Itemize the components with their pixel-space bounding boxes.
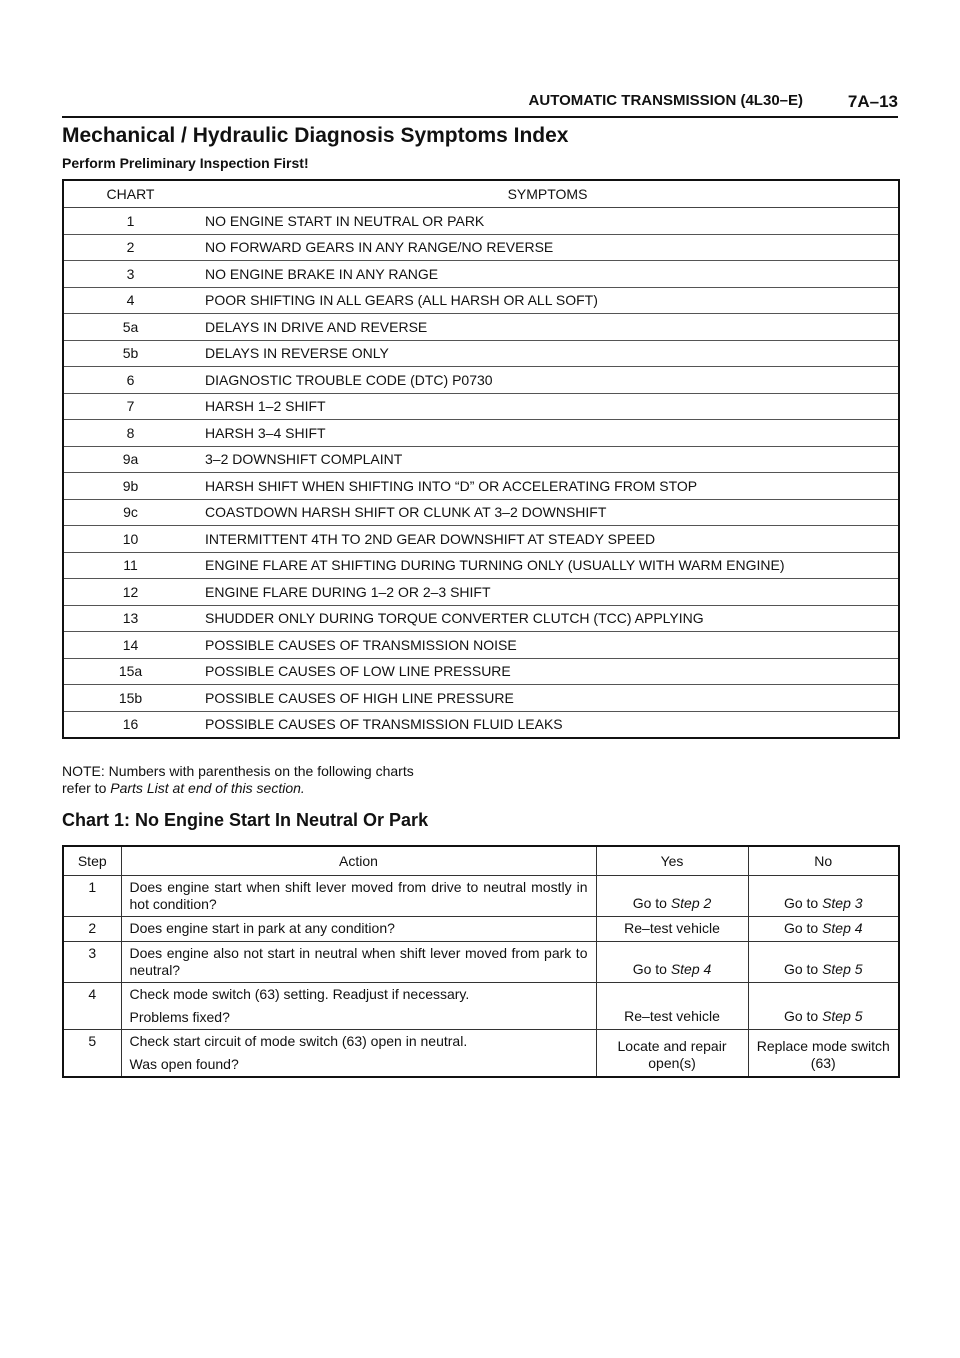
symptoms-table (62, 179, 900, 739)
symptom-row (63, 499, 899, 526)
step-number: 5 (63, 1030, 121, 1078)
chart-number: 16 (63, 711, 197, 738)
chart-number: 12 (63, 579, 197, 606)
no-result (748, 942, 899, 983)
symptom-text: HARSH 3–4 SHIFT (197, 420, 899, 447)
symptom-row (63, 340, 899, 367)
no-result (748, 983, 899, 1030)
chart-number: 9b (63, 473, 197, 500)
symptom-text: POSSIBLE CAUSES OF LOW LINE PRESSURE (197, 658, 899, 685)
yes-step-reference: Step 2 (670, 895, 712, 911)
yes-result (596, 942, 748, 983)
action-column-header: Action (121, 846, 596, 876)
symptom-row (63, 473, 899, 500)
note-line-2-prefix: refer to (62, 780, 111, 796)
yes-result-text: Go to (632, 961, 671, 977)
page-header (62, 88, 898, 118)
section-title: AUTOMATIC TRANSMISSION (4L30–E) (528, 92, 803, 109)
no-result-text: Go to (783, 895, 823, 911)
chart-number: 7 (63, 393, 197, 420)
action-text: Does engine start in park at any condition? (129, 920, 395, 936)
symptom-text: DIAGNOSTIC TROUBLE CODE (DTC) P0730 (197, 367, 899, 394)
step-row (63, 876, 899, 917)
symptom-row (63, 261, 899, 288)
action-question: Problems fixed? (129, 1009, 230, 1025)
step-action (121, 983, 596, 1030)
chart-number: 2 (63, 234, 197, 261)
symptom-row (63, 420, 899, 447)
no-result (748, 1030, 899, 1078)
yes-result (596, 917, 748, 942)
chart-1-header-row (63, 846, 899, 876)
symptom-text: ENGINE FLARE DURING 1–2 OR 2–3 SHIFT (197, 579, 899, 606)
chart-number: 4 (63, 287, 197, 314)
symptom-row (63, 526, 899, 553)
symptom-text: POSSIBLE CAUSES OF HIGH LINE PRESSURE (197, 685, 899, 712)
parts-list-reference: Parts List at end of this section. (110, 780, 305, 796)
action-text: Check start circuit of mode switch (63) open in neutral. (129, 1033, 468, 1049)
symptom-row (63, 658, 899, 685)
action-question: Was open found? (129, 1056, 239, 1072)
page-subtitle: Perform Preliminary Inspection First! (62, 155, 309, 171)
symptom-text: NO ENGINE START IN NEUTRAL OR PARK (197, 208, 899, 235)
symptom-text: POSSIBLE CAUSES OF TRANSMISSION FLUID LEAKS (197, 711, 899, 738)
action-text: Does engine start when shift lever moved from drive to neutral mostly in hot condition? (129, 879, 588, 912)
note-line-1: NOTE: Numbers with parenthesis on the following charts (62, 763, 414, 779)
step-column-header: Step (63, 846, 121, 876)
chart-1-title: Chart 1: No Engine Start In Neutral Or Park (62, 810, 429, 830)
yes-column-header: Yes (596, 846, 748, 876)
symptom-text: DELAYS IN DRIVE AND REVERSE (197, 314, 899, 341)
no-result (748, 917, 899, 942)
chart-number: 9c (63, 499, 197, 526)
symptom-text: 3–2 DOWNSHIFT COMPLAINT (197, 446, 899, 473)
no-step-reference: Step 4 (822, 920, 863, 936)
no-step-reference: Step 5 (822, 1008, 863, 1024)
chart-number: 3 (63, 261, 197, 288)
symptom-row (63, 287, 899, 314)
symptom-text: COASTDOWN HARSH SHIFT OR CLUNK AT 3–2 DOWNSHIFT (197, 499, 899, 526)
symptom-row (63, 314, 899, 341)
chart-number: 13 (63, 605, 197, 632)
chart-number: 15b (63, 685, 197, 712)
yes-result-text: Re–test vehicle (624, 1008, 720, 1024)
no-result-text: Go to (783, 961, 823, 977)
page-number: 7A–13 (847, 92, 898, 111)
chart-number: 9a (63, 446, 197, 473)
no-step-reference: Step 3 (822, 895, 863, 911)
no-step-reference: Step 5 (822, 961, 863, 977)
symptom-text: POSSIBLE CAUSES OF TRANSMISSION NOISE (197, 632, 899, 659)
symptom-text: NO FORWARD GEARS IN ANY RANGE/NO REVERSE (197, 234, 899, 261)
chart-number: 5b (63, 340, 197, 367)
step-action (121, 917, 596, 942)
symptom-row (63, 685, 899, 712)
symptom-text: HARSH 1–2 SHIFT (197, 393, 899, 420)
symptom-text: SHUDDER ONLY DURING TORQUE CONVERTER CLUTCH (TCC) APPLYING (197, 605, 899, 632)
step-action (121, 942, 596, 983)
symptom-row (63, 367, 899, 394)
symptom-row (63, 208, 899, 235)
yes-result (596, 876, 748, 917)
yes-result (596, 1030, 748, 1078)
no-column-header: No (748, 846, 899, 876)
chart-column-header: CHART (63, 180, 197, 208)
page-title: Mechanical / Hydraulic Diagnosis Symptoms Index (62, 124, 569, 147)
yes-result-text: Go to (632, 895, 671, 911)
chart-number: 1 (63, 208, 197, 235)
chart-number: 15a (63, 658, 197, 685)
chart-number: 6 (63, 367, 197, 394)
step-row (63, 983, 899, 1030)
chart-1-table (62, 845, 900, 1078)
step-action (121, 1030, 596, 1078)
action-text: Check mode switch (63) setting. Readjust if necessary. (129, 986, 470, 1002)
symptom-text: DELAYS IN REVERSE ONLY (197, 340, 899, 367)
yes-result-text: Re–test vehicle (624, 920, 720, 936)
symptom-text: HARSH SHIFT WHEN SHIFTING INTO “D” OR ACCELERATING FROM STOP (197, 473, 899, 500)
symptom-row (63, 234, 899, 261)
chart-number: 5a (63, 314, 197, 341)
yes-result (596, 983, 748, 1030)
step-row (63, 942, 899, 983)
symptom-text: POOR SHIFTING IN ALL GEARS (ALL HARSH OR ALL SOFT) (197, 287, 899, 314)
yes-step-reference: Step 4 (670, 961, 712, 977)
step-number: 4 (63, 983, 121, 1030)
symptom-row (63, 632, 899, 659)
symptoms-column-header: SYMPTOMS (197, 180, 899, 208)
action-text: Does engine also not start in neutral when shift lever moved from park to neutral? (129, 945, 588, 978)
symptom-row (63, 446, 899, 473)
no-result-text: Replace mode switch (63) (756, 1038, 890, 1071)
chart-number: 8 (63, 420, 197, 447)
symptom-row (63, 579, 899, 606)
chart-number: 10 (63, 526, 197, 553)
symptom-row (63, 605, 899, 632)
no-result-text: Go to (783, 920, 823, 936)
symptom-text: INTERMITTENT 4TH TO 2ND GEAR DOWNSHIFT AT STEADY SPEED (197, 526, 899, 553)
chart-number: 14 (63, 632, 197, 659)
symptom-row (63, 552, 899, 579)
no-result-text: Go to (783, 1008, 823, 1024)
step-number: 3 (63, 942, 121, 983)
note (62, 763, 414, 797)
symptom-row (63, 393, 899, 420)
step-action (121, 876, 596, 917)
step-number: 1 (63, 876, 121, 917)
step-row (63, 1030, 899, 1078)
step-row (63, 917, 899, 942)
symptom-text: ENGINE FLARE AT SHIFTING DURING TURNING ONLY (USUALLY WITH WARM ENGINE) (197, 552, 899, 579)
symptom-row (63, 711, 899, 738)
yes-result-text: Locate and repair open(s) (617, 1038, 727, 1071)
step-number: 2 (63, 917, 121, 942)
symptoms-header-row (63, 180, 899, 208)
symptom-text: NO ENGINE BRAKE IN ANY RANGE (197, 261, 899, 288)
note-line-2 (62, 780, 414, 797)
chart-number: 11 (63, 552, 197, 579)
no-result (748, 876, 899, 917)
